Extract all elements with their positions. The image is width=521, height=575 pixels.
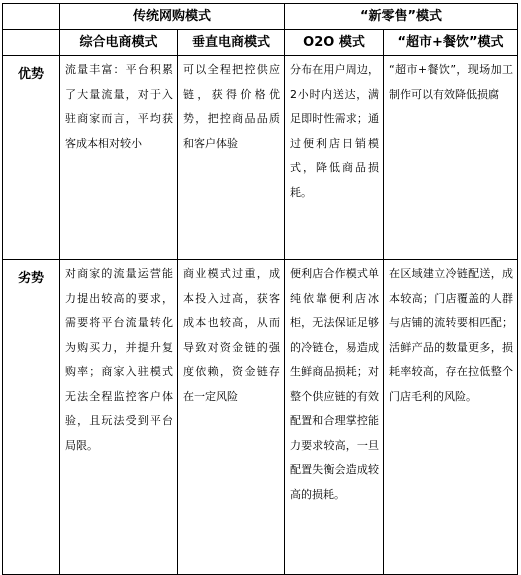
column-header-o2o: O2O 模式 bbox=[285, 30, 384, 56]
disadvantages-vertical-cell: 商业模式过重，成本投入过高，获客成本也较高，从而导致对资金链的强度依赖，资金链存在一定风险 bbox=[178, 260, 285, 575]
advantages-comprehensive-cell: 流量丰富：平台积累了大量流量，对于入驻商家而言，平均获客成本相对较小 bbox=[60, 56, 178, 260]
disadvantages-supermarket-dining-cell: 在区域建立冷链配送，成本较高；门店覆盖的人群与店铺的流转要相匹配；活鲜产品的数量更多，损耗率较高，存在拉低整个门店毛利的风险。 bbox=[384, 260, 518, 575]
disadvantages-comprehensive-cell: 对商家的流量运营能力提出较高的要求，需要将平台流量转化为购买力，并提升复购率；商家入驻模式无法全程监控客户体验，且玩法受到平台局限。 bbox=[60, 260, 178, 575]
traditional-group-header: 传统网购模式 bbox=[60, 4, 285, 30]
advantages-supermarket-dining-cell: “超市+餐饮”，现场加工制作可以有效降低损腐 bbox=[384, 56, 518, 260]
corner-cell bbox=[3, 4, 60, 30]
disadvantages-row bbox=[3, 260, 518, 575]
advantages-vertical-cell: 可以全程把控供应链，获得价格优势，把控商品品质和客户体验 bbox=[178, 56, 285, 260]
disadvantages-o2o-cell: 便利店合作模式单纯依靠便利店冰柜，无法保证足够的冷链仓，易造成生鲜商品损耗；对整个供应链的有效配置和合理掌控能力要求较高，一旦配置失衡会造成较高的损耗。 bbox=[285, 260, 384, 575]
advantages-o2o-cell: 分布在用户周边，2小时内送达，满足即时性需求；通过便利店日销模式，降低商品损耗。 bbox=[285, 56, 384, 260]
new-retail-group-header: “新零售”模式 bbox=[285, 4, 518, 30]
advantages-row bbox=[3, 56, 518, 260]
row-label-disadvantages: 劣势 bbox=[3, 260, 60, 575]
column-header-supermarket-dining: “超市+餐饮”模式 bbox=[384, 30, 518, 56]
comparison-table bbox=[2, 3, 518, 575]
row-label-advantages: 优势 bbox=[3, 56, 60, 260]
column-header-row bbox=[3, 30, 518, 56]
corner-cell-2 bbox=[3, 30, 60, 56]
group-header-row bbox=[3, 4, 518, 30]
column-header-vertical: 垂直电商模式 bbox=[178, 30, 285, 56]
column-header-comprehensive: 综合电商模式 bbox=[60, 30, 178, 56]
